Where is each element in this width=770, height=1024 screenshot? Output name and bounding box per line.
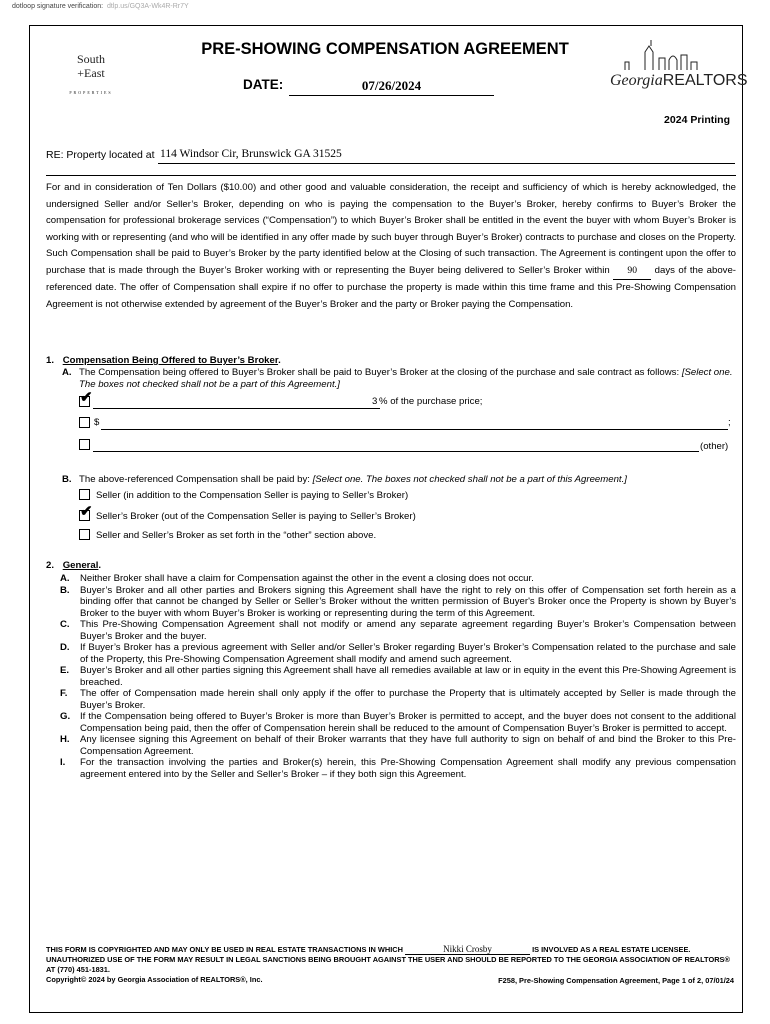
verification-label: dotloop signature verification: (12, 3, 104, 10)
general-item-text: For the transaction involving the parties and Broker(s) herein, this Pre-Showing Compensation Agreement shall modify any previous compensation agreement entered into by the Seller and Seller’s Broker – if they both sign this Agreement. (80, 757, 736, 780)
general-item-letter: H. (60, 734, 70, 745)
general-item-letter: G. (60, 711, 71, 722)
general-item (60, 619, 736, 642)
other-field[interactable] (93, 451, 699, 452)
printing-year: 2024 Printing (664, 114, 730, 126)
dollar-option-checkbox[interactable] (79, 417, 90, 428)
general-item (60, 642, 736, 665)
logo-georgia: Georgia (610, 72, 663, 89)
re-label: RE: Property located at (46, 149, 155, 161)
dollar-prefix: $ (94, 417, 100, 428)
property-address-field[interactable]: 114 Windsor Cir, Brunswick GA 31525 (160, 148, 342, 160)
date-field[interactable]: 07/26/2024 (361, 78, 422, 93)
general-item (60, 734, 736, 757)
general-item-text: Buyer’s Broker and all other parties signing this Agreement shall have all remedies available at law or in equity in the event this Pre-Showing Agreement is breached. (80, 665, 736, 688)
logo-realtors: REALTORS (662, 72, 748, 89)
general-item-text: If Buyer’s Broker has a previous agreement with Seller and/or Seller’s Broker regarding Buyer’s Broker’s Compensation related to the purchase and sale of the Property, this Pre-Showing Compensation Agreement shall modify and amend such agreement. (80, 642, 736, 665)
verification-link[interactable]: dtlp.us/GQ3A-Wk4R-Rr7Y (107, 3, 189, 10)
general-item-text: If the Compensation being offered to Buyer’s Broker is more than Buyer’s Broker is permitted to accept, and the buyer does not consent to the additional Compensation being paid, then the offer of Compensation herein shall be reduced to the amount of Compensation Buyer’s Broker is permitted to accept. (80, 711, 736, 734)
payer-both-label: Seller and Seller’s Broker as set forth in the “other” section above. (96, 530, 377, 541)
date-underline (289, 95, 494, 96)
days-field[interactable]: 90 (613, 263, 651, 281)
section-1b-instruction: [Select one. The boxes not checked shall not be a part of this Agreement.] (312, 474, 627, 485)
general-item-letter: A. (60, 573, 70, 584)
general-item-text: Buyer’s Broker and all other parties and Brokers signing this Agreement shall have the right to rely on this offer of Compensation set forth herein as a binding offer that cannot be changed by Seller or Seller’s Broker without the written permission of Buyer's Broker once the Property is shown by Buyer’s Broker to the buyer with whom Buyer’s Broker is working or representing during the term of this Agreement. (80, 584, 736, 619)
logo-line-2: +East (77, 66, 105, 80)
intro-text-2: days of the above-referenced date. The offer of Compensation shall expire if no offer to purchase the property is made within this time frame and this Pre-Showing Compensation Agreement is not otherwise extended by agreement of the Buyer’s Broker and the party or Broker paying the Compensation. (46, 264, 736, 310)
general-item (60, 585, 736, 620)
general-item-text: The offer of Compensation made herein shall only apply if the offer to purchase the Property that is ultimately accepted by Seller is made through the Buyer’s Broker. (80, 688, 736, 711)
page-title: PRE-SHOWING COMPENSATION AGREEMENT (201, 40, 569, 58)
section-1b-text (79, 474, 736, 486)
intro-text-1: For and in consideration of Ten Dollars ($10.00) and other good and valuable consideration, the receipt and sufficiency of which is hereby acknowledged, the undersigned Seller and/or Seller’s Broker, depending on who is paying the compensation to the Buyer’s Broker, hereby confirms to Buyer’s Broker the compensation for professional brokerage services (“Compensation”) to which Buyer’s Broker shall be entitled in the event the buyer with whom Buyer’s Broker is working with or representing (and who will be identified in any offer made by such buyer through Buyer’s Broker) contracts to purchase and closes on the Property. Such Compensation shall be paid to Buyer’s Broker by the party identified below at the Closing of such transaction. The Agreement is contingent upon the offer to purchase that is made through the Buyer’s Broker working with or representing the Buyer being delivered to Seller’s Broker within (46, 182, 736, 276)
other-option-checkbox[interactable] (79, 439, 90, 450)
intro-paragraph (46, 180, 736, 313)
separator-line (46, 175, 736, 176)
section-1b-body: The above-referenced Compensation shall be paid by: (79, 474, 310, 485)
section-2-number: 2. (46, 560, 55, 571)
date-label: DATE: (243, 77, 284, 92)
general-item (60, 711, 736, 734)
general-item (60, 757, 736, 780)
percent-underline (93, 408, 380, 409)
section-2-title: General (62, 560, 99, 571)
section-1-heading: 1. Compensation Being Offered to Buyer’s Broker. (46, 355, 281, 366)
payer-seller-label: Seller (in addition to the Compensation Seller is paying to Seller’s Broker) (96, 490, 409, 501)
general-item-letter: I. (60, 757, 66, 768)
general-item-letter: D. (60, 642, 70, 653)
general-item (60, 573, 736, 585)
section-1a-body: The Compensation being offered to Buyer’s Broker shall be paid to Buyer’s Broker at the closing of the purchase and sale contract as follows: (79, 367, 680, 378)
footer-text-2: IS INVOLVED AS A REAL ESTATE LICENSEE. UNAUTHORIZED USE OF THE FORM MAY RESULT IN LEGAL SANCTIONS BEING BROUGHT AGAINST THE USER AND SHOULD BE REPORTED TO THE GEORGIA ASSOCIATION OF REALTORS® AT (770) 451-1831. (46, 945, 730, 974)
percent-suffix: % of the purchase price; (379, 396, 483, 407)
general-item-text: Neither Broker shall have a claim for Compensation against the other in the event a closing does not occur. (80, 573, 534, 584)
section-2-heading: 2. General. (46, 560, 102, 571)
payer-seller-checkbox[interactable] (79, 489, 90, 500)
georgia-realtors-skyline-icon (605, 40, 740, 102)
logo-line-3: PROPERTIES (69, 90, 113, 95)
general-item-text: Any licensee signing this Agreement on behalf of their Broker warrants that they have full authority to sign on behalf of and bind the Broker to this Pre-Compensation Agreement. (80, 734, 736, 757)
general-item-letter: F. (60, 688, 68, 699)
section-1a-instruction: [Select one. The boxes not checked shall not be a part of this Agreement.] (79, 367, 733, 390)
general-terms-list (60, 573, 736, 780)
payer-sellers-broker-label: Seller’s Broker (out of the Compensation Seller is paying to Seller’s Broker) (96, 511, 416, 522)
section-1a-letter: A. (62, 367, 72, 378)
georgia-realtors-logo (610, 72, 748, 90)
logo-line-1: South (76, 52, 105, 66)
payer-both-checkbox[interactable] (79, 529, 90, 540)
general-item (60, 665, 736, 688)
percent-value[interactable]: 3 (372, 396, 378, 407)
address-underline (158, 163, 735, 164)
footer-text-1: THIS FORM IS COPYRIGHTED AND MAY ONLY BE USED IN REAL ESTATE TRANSACTIONS IN WHICH (46, 945, 403, 954)
section-1b-letter: B. (62, 474, 72, 485)
section-1a-text (79, 367, 736, 390)
form-id: F258, Pre-Showing Compensation Agreement, Page 1 of 2, 07/01/24 (498, 976, 734, 985)
dollar-amount-field[interactable] (101, 429, 728, 430)
general-item (60, 688, 736, 711)
section-1-title: Compensation Being Offered to Buyer’s Broker (62, 355, 279, 366)
checkmark-icon: ✔ (80, 503, 93, 520)
licensee-name-field[interactable]: Nikki Crosby (405, 944, 530, 955)
general-item-letter: E. (60, 665, 70, 676)
footer-copyright: Copyright© 2024 by Georgia Association of REALTORS®, Inc. (46, 975, 263, 984)
general-item-letter: B. (60, 584, 70, 596)
checkmark-icon: ✔ (80, 389, 93, 406)
general-item-letter: C. (60, 619, 70, 630)
general-item-text: This Pre-Showing Compensation Agreement shall not modify or amend any separate agreement regarding Buyer’s Broker’s Compensation between Buyer’s Broker and the buyer. (80, 619, 736, 642)
dotloop-verification (12, 3, 189, 10)
section-1-number: 1. (46, 355, 55, 366)
dollar-suffix: ; (728, 417, 731, 428)
other-label: (other) (700, 441, 729, 452)
